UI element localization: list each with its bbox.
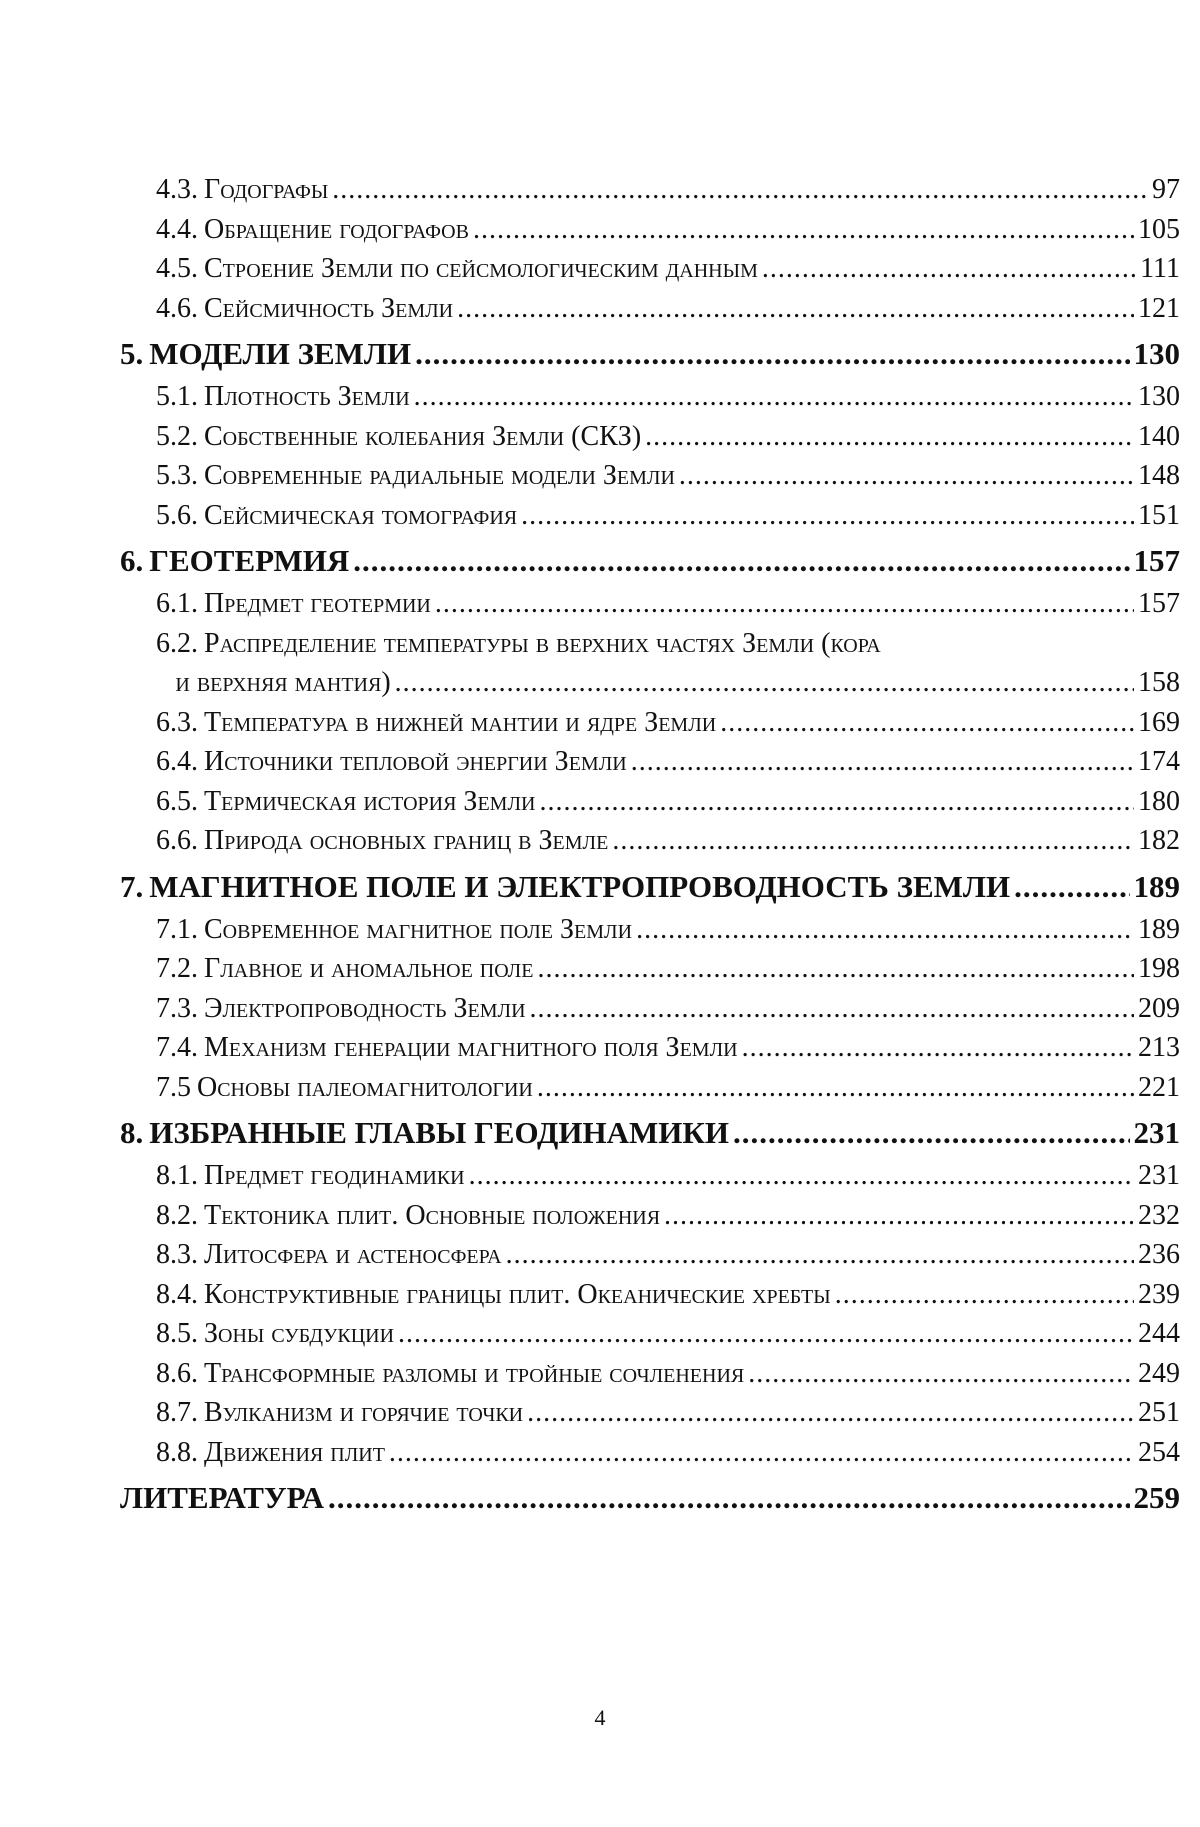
entry-page: 221 — [1138, 1071, 1180, 1103]
toc-entry-6-1[interactable] — [120, 584, 1180, 624]
toc-section-6[interactable] — [120, 537, 1180, 584]
entry-number: 8.5. — [156, 1318, 198, 1349]
entry-number: 8.7. — [156, 1397, 198, 1428]
entry-page: 182 — [1138, 825, 1180, 856]
toc-entry-5-2[interactable] — [120, 417, 1180, 457]
entry-number: 7.2. — [156, 953, 198, 984]
dot-leader — [612, 821, 1134, 861]
entry-title: Вулканизм и горячие точки — [204, 1397, 524, 1428]
entry-title: Температура в нижней мантии и ядре Земли — [204, 706, 717, 738]
entry-number: 8.4. — [156, 1278, 198, 1310]
section-title: ГЕОТЕРМИЯ — [149, 543, 350, 578]
entry-title: Сейсмическая томография — [204, 499, 518, 531]
toc-entry-8-3[interactable] — [120, 1235, 1180, 1275]
entry-page: 105 — [1138, 213, 1180, 245]
toc-entry-8-1[interactable] — [120, 1156, 1180, 1196]
toc-entry-8-7[interactable] — [120, 1393, 1180, 1433]
toc-entry-5-6[interactable] — [120, 496, 1180, 536]
entry-number: 6.1. — [156, 588, 198, 619]
dot-leader — [457, 289, 1134, 329]
dot-leader — [353, 537, 1129, 584]
toc-entry-5-3[interactable] — [120, 456, 1180, 496]
toc-entry-4-6[interactable] — [120, 289, 1180, 329]
section-number: 7. — [120, 868, 144, 904]
entry-title-continuation: и верхняя мантия) — [175, 667, 391, 698]
toc-entry-8-5[interactable] — [120, 1314, 1180, 1354]
dot-leader — [530, 989, 1134, 1029]
table-of-contents — [120, 170, 1180, 1521]
dot-leader — [733, 1109, 1130, 1156]
entry-title: Плотность Земли — [204, 381, 410, 412]
entry-number: 5.6. — [156, 499, 198, 531]
dot-leader — [645, 417, 1134, 457]
entry-title: Природа основных границ в Земле — [204, 825, 609, 856]
dot-leader — [389, 1433, 1134, 1473]
dot-leader — [469, 1156, 1134, 1196]
entry-title: Предмет геодинамики — [204, 1160, 465, 1191]
dot-leader — [1014, 863, 1129, 910]
entry-page: 97 — [1152, 174, 1180, 205]
toc-section-literature[interactable] — [120, 1474, 1180, 1521]
dot-leader — [506, 1235, 1134, 1275]
section-title: МОДЕЛИ ЗЕМЛИ — [149, 336, 412, 371]
toc-entry-4-5[interactable] — [120, 249, 1180, 289]
entry-title: Источники тепловой энергии Земли — [204, 746, 627, 777]
entry-number: 5.1. — [156, 381, 198, 412]
entry-number: 4.6. — [156, 292, 198, 324]
section-page: 231 — [1133, 1115, 1180, 1150]
entry-title: Распределение температуры в верхних частях Земли (кора — [204, 627, 881, 659]
entry-title: Трансформные разломы и тройные сочленения — [204, 1357, 745, 1389]
entry-number: 7.5 — [156, 1071, 191, 1103]
toc-entry-6-3[interactable] — [120, 703, 1180, 743]
toc-section-7[interactable] — [120, 863, 1180, 910]
entry-page: 251 — [1138, 1397, 1180, 1428]
entry-page: 249 — [1138, 1357, 1180, 1389]
entry-title: Главное и аномальное поле — [204, 953, 534, 984]
toc-entry-8-2[interactable] — [120, 1196, 1180, 1236]
dot-leader — [539, 782, 1134, 822]
entry-number: 4.3. — [156, 174, 198, 205]
entry-number: 4.4. — [156, 213, 198, 245]
entry-number: 6.5. — [156, 785, 198, 817]
entry-number: 7.1. — [156, 913, 198, 945]
entry-page: 189 — [1138, 913, 1180, 945]
entry-title: Движения плит — [204, 1436, 385, 1468]
toc-entry-5-1[interactable] — [120, 377, 1180, 417]
entry-title: Конструктивные границы плит. Океанические хребты — [204, 1278, 831, 1310]
entry-number: 6.6. — [156, 825, 198, 856]
dot-leader — [414, 377, 1134, 417]
entry-title: Основы палеомагнитологии — [197, 1071, 533, 1103]
entry-page: 236 — [1138, 1239, 1180, 1270]
dot-leader — [395, 663, 1134, 703]
entry-page: 151 — [1138, 499, 1180, 531]
toc-entry-6-2[interactable] — [120, 624, 1180, 664]
entry-page: 140 — [1138, 420, 1180, 452]
section-title: МАГНИТНОЕ ПОЛЕ И ЭЛЕКТРОПРОВОДНОСТЬ ЗЕМЛИ — [149, 868, 1011, 904]
toc-entry-8-6[interactable] — [120, 1354, 1180, 1394]
dot-leader — [835, 1275, 1134, 1315]
dot-leader — [762, 249, 1136, 289]
entry-page: 180 — [1138, 785, 1180, 817]
dot-leader — [742, 1028, 1134, 1068]
entry-page: 157 — [1138, 588, 1180, 619]
entry-page: 244 — [1138, 1318, 1180, 1349]
section-number: 8. — [120, 1115, 144, 1150]
entry-number: 8.2. — [156, 1199, 198, 1231]
dot-leader — [415, 330, 1129, 377]
entry-number: 7.3. — [156, 992, 198, 1024]
entry-title: Годографы — [204, 174, 329, 205]
entry-page: 174 — [1138, 746, 1180, 777]
section-page: 130 — [1133, 336, 1180, 371]
dot-leader — [473, 210, 1134, 250]
entry-number: 8.3. — [156, 1239, 198, 1270]
entry-page: 130 — [1138, 381, 1180, 412]
dot-leader — [435, 584, 1134, 624]
entry-page: 254 — [1138, 1436, 1180, 1468]
dot-leader — [664, 1196, 1134, 1236]
entry-title: Зоны субдукции — [204, 1318, 395, 1349]
toc-entry-6-5[interactable] — [120, 782, 1180, 822]
entry-title: Литосфера и астеносфера — [204, 1239, 502, 1270]
entry-title: Сейсмичность Земли — [204, 292, 454, 324]
toc-section-8[interactable] — [120, 1109, 1180, 1156]
dot-leader — [328, 1474, 1130, 1521]
toc-entry-6-2-continuation[interactable] — [120, 663, 1180, 703]
toc-entry-7-4[interactable] — [120, 1028, 1180, 1068]
section-number: 5. — [120, 336, 144, 371]
dot-leader — [636, 910, 1134, 950]
entry-title: Механизм генерации магнитного поля Земли — [204, 1032, 738, 1063]
entry-title: Предмет геотермии — [204, 588, 431, 619]
entry-number: 6.2. — [156, 627, 198, 659]
dot-leader — [537, 949, 1134, 989]
entry-title: Современное магнитное поле Земли — [204, 913, 633, 945]
entry-number: 4.5. — [156, 253, 198, 284]
entry-page: 148 — [1138, 460, 1180, 491]
dot-leader — [748, 1354, 1134, 1394]
entry-number: 6.3. — [156, 706, 198, 738]
toc-section-5[interactable] — [120, 330, 1180, 377]
toc-entry-7-2[interactable] — [120, 949, 1180, 989]
dot-leader — [537, 1068, 1134, 1108]
entry-page: 213 — [1138, 1032, 1180, 1063]
entry-title: Электропроводность Земли — [204, 992, 526, 1024]
entry-number: 5.2. — [156, 420, 198, 452]
toc-entry-6-6[interactable] — [120, 821, 1180, 861]
entry-page: 121 — [1138, 292, 1180, 324]
entry-number: 8.6. — [156, 1357, 198, 1389]
toc-entry-4-3[interactable] — [120, 170, 1180, 210]
entry-page: 111 — [1140, 253, 1180, 284]
entry-page: 209 — [1138, 992, 1180, 1024]
entry-number: 5.3. — [156, 460, 198, 491]
toc-entry-7-1[interactable] — [120, 910, 1180, 950]
entry-number: 8.8. — [156, 1436, 198, 1468]
section-page: 157 — [1133, 543, 1180, 578]
entry-title: Современные радиальные модели Земли — [204, 460, 675, 491]
page-number: 4 — [594, 1705, 606, 1730]
entry-title: Термическая история Земли — [204, 785, 536, 817]
toc-entry-6-4[interactable] — [120, 742, 1180, 782]
section-title: ИЗБРАННЫЕ ГЛАВЫ ГЕОДИНАМИКИ — [149, 1115, 729, 1150]
entry-title: Собственные колебания Земли (СКЗ) — [204, 420, 642, 452]
entry-page: 232 — [1138, 1199, 1180, 1231]
entry-page: 198 — [1138, 953, 1180, 984]
dot-leader — [398, 1314, 1134, 1354]
entry-title: Тектоника плит. Основные положения — [204, 1199, 661, 1231]
entry-title: Строение Земли по сейсмологическим данным — [204, 253, 758, 284]
entry-number: 8.1. — [156, 1160, 198, 1191]
dot-leader — [332, 170, 1148, 210]
entry-page: 158 — [1138, 667, 1180, 698]
toc-entry-8-4[interactable] — [120, 1275, 1180, 1315]
section-title: ЛИТЕРАТУРА — [120, 1480, 324, 1515]
toc-entry-7-3[interactable] — [120, 989, 1180, 1029]
toc-entry-7-5[interactable] — [120, 1068, 1180, 1108]
dot-leader — [631, 742, 1134, 782]
dot-leader — [521, 496, 1134, 536]
section-page: 259 — [1133, 1480, 1180, 1515]
toc-entry-4-4[interactable] — [120, 210, 1180, 250]
dot-leader — [720, 703, 1134, 743]
section-page: 189 — [1133, 868, 1180, 904]
toc-entry-8-8[interactable] — [120, 1433, 1180, 1473]
section-number: 6. — [120, 543, 144, 578]
entry-page: 231 — [1138, 1160, 1180, 1191]
entry-number: 7.4. — [156, 1032, 198, 1063]
entry-page: 169 — [1138, 706, 1180, 738]
dot-leader — [679, 456, 1134, 496]
entry-title: Обращение годографов — [204, 213, 469, 245]
entry-number: 6.4. — [156, 746, 198, 777]
entry-page: 239 — [1138, 1278, 1180, 1310]
dot-leader — [527, 1393, 1134, 1433]
